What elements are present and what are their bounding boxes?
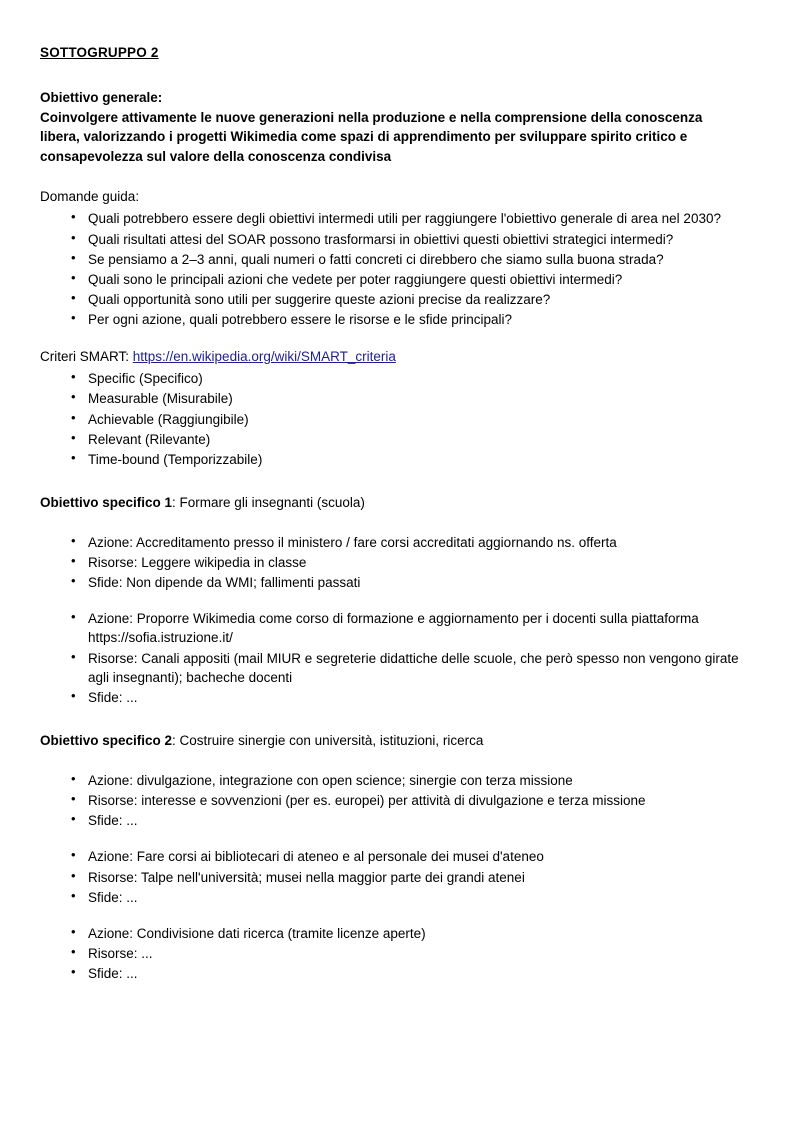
smart-criteria-list xyxy=(40,369,760,469)
list-item: • Sfide: ... xyxy=(40,688,760,707)
objective-1-heading xyxy=(40,494,760,513)
list-item: • Azione: Proporre Wikimedia come corso di formazione e aggiornamento per i docenti sulla piattaforma https://sofia.istruzione.it/ xyxy=(40,609,760,647)
objective-2-text: : Costruire sinergie con università, istituzioni, ricerca xyxy=(172,733,484,749)
objective-1-text: : Formare gli insegnanti (scuola) xyxy=(172,494,365,510)
list-item: • Achievable (Raggiungibile) xyxy=(40,410,760,429)
objective-2-group-c xyxy=(40,924,760,983)
list-item: • Time-bound (Temporizzabile) xyxy=(40,450,760,469)
list-item: • Quali potrebbero essere degli obiettivi intermedi utili per raggiungere l'obiettivo generale di area nel 2030? xyxy=(40,209,760,228)
spacer xyxy=(40,708,760,732)
list-item: • Quali risultati attesi del SOAR possono trasformarsi in obiettivi questi obiettivi strategici intermedi? xyxy=(40,230,760,249)
objective-2-group-b xyxy=(40,847,760,906)
list-item: • Relevant (Rilevante) xyxy=(40,430,760,449)
spacer xyxy=(40,470,760,494)
list-item: • Quali sono le principali azioni che vedete per poter raggiungere questi obiettivi intermedi? xyxy=(40,270,760,289)
list-item: • Quali opportunità sono utili per suggerire queste azioni precise da realizzare? xyxy=(40,290,760,309)
list-item: • Sfide: ... xyxy=(40,888,760,907)
objective-2-heading xyxy=(40,732,760,751)
page-title: SOTTOGRUPPO 2 xyxy=(40,45,159,60)
objective-general-label: Obiettivo generale: xyxy=(40,90,163,106)
list-item: • Measurable (Misurabile) xyxy=(40,389,760,408)
objective-general-text: Coinvolgere attivamente le nuove generazioni nella produzione e nella comprensione della conoscenza libera, valorizzando i progetti Wikimedia come spazi di apprendimento per sviluppare spirito critico e consapevolezza sul valore della conoscenza condivisa xyxy=(40,109,703,164)
spacer xyxy=(40,593,760,609)
smart-criteria-link[interactable]: https://en.wikipedia.org/wiki/SMART_criteria xyxy=(132,349,396,365)
list-item: • Sfide: ... xyxy=(40,964,760,983)
objective-general-block xyxy=(40,88,740,166)
list-item: • Azione: Fare corsi ai bibliotecari di ateneo e al personale dei musei d'ateneo xyxy=(40,847,760,866)
objective-2-label: Obiettivo specifico 2 xyxy=(40,733,173,749)
list-item: • Risorse: Canali appositi (mail MIUR e segreterie didattiche delle scuole, che però spesso non vengono girate agli insegnanti); bacheche docenti xyxy=(40,649,760,687)
list-item: • Per ogni azione, quali potrebbero essere le risorse e le sfide principali? xyxy=(40,310,760,329)
list-item: • Risorse: interesse e sovvenzioni (per es. europei) per attività di divulgazione e terza missione xyxy=(40,791,760,810)
spacer xyxy=(40,755,760,771)
guiding-questions-list xyxy=(40,209,760,329)
objective-1-group-a xyxy=(40,533,760,592)
spacer xyxy=(40,517,760,533)
smart-criteria-heading xyxy=(40,348,760,367)
list-item: • Risorse: Talpe nell'università; musei nella maggior parte dei grandi atenei xyxy=(40,868,760,887)
objective-1-group-b xyxy=(40,609,760,707)
list-item: • Specific (Specifico) xyxy=(40,369,760,388)
guiding-questions-heading: Domande guida: xyxy=(40,189,140,205)
list-item: • Se pensiamo a 2–3 anni, quali numeri o fatti concreti ci direbbero che siamo sulla buona strada? xyxy=(40,250,760,269)
list-item: • Sfide: ... xyxy=(40,811,760,830)
objective-2-group-a xyxy=(40,771,760,830)
spacer xyxy=(40,831,760,847)
list-item: • Azione: divulgazione, integrazione con open science; sinergie con terza missione xyxy=(40,771,760,790)
list-item: • Risorse: ... xyxy=(40,944,760,963)
spacer xyxy=(40,330,760,348)
objective-1-label: Obiettivo specifico 1 xyxy=(40,494,173,510)
spacer xyxy=(40,908,760,924)
list-item: • Risorse: Leggere wikipedia in classe xyxy=(40,553,760,572)
list-item: • Sfide: Non dipende da WMI; fallimenti passati xyxy=(40,573,760,592)
list-item: • Azione: Condivisione dati ricerca (tramite licenze aperte) xyxy=(40,924,760,943)
smart-criteria-label: Criteri SMART: xyxy=(40,349,133,365)
list-item: • Azione: Accreditamento presso il ministero / fare corsi accreditati aggiornando ns. offerta xyxy=(40,533,760,552)
